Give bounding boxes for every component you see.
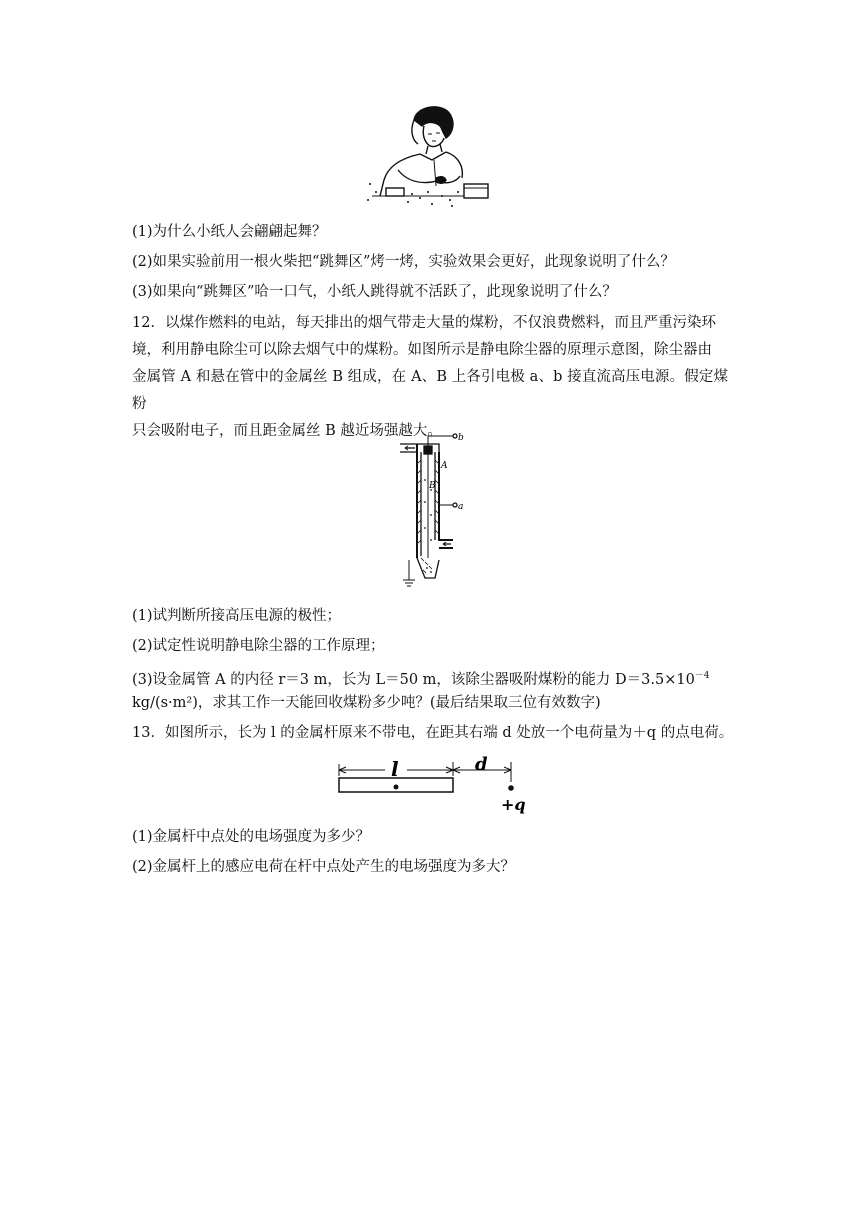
rod-midpoint [394,785,399,790]
q12-sub1: (1)试判断所接高压电源的极性； [132,608,342,624]
q12-line2: 境，利用静电除尘可以除去烟气中的煤粉。如图所示是静电除尘器的原理示意图，除尘器由 [132,342,712,358]
q12-sub3-exponent: －4 [694,671,710,681]
experiment-illustration [362,100,494,210]
label-a: a [458,502,464,512]
q11-sub3: (3)如果向“跳舞区”哈一口气，小纸人跳得就不活跃了，此现象说明了什么？ [132,284,617,300]
label-d: d [475,754,488,775]
q13-sub1: (1)金属杆中点处的电场强度为多少？ [132,829,371,845]
label-b: b [458,433,464,443]
point-charge [508,785,514,791]
q12-stem [132,310,728,445]
label-l: l [391,757,399,781]
q12-line4: 只会吸附电子，而且距金属丝 B 越近场强越大。 [132,423,442,439]
q12-line1: 12．以煤作燃料的电站，每天排出的烟气带走大量的煤粉，不仅浪费燃料，而且严重污染环 [132,315,716,331]
q13-sub2: (2)金属杆上的感应电荷在杆中点处产生的电场强度为多大？ [132,859,516,875]
q13-stem: 13．如图所示，长为 l 的金属杆原来不带电，在距其右端 d 处放一个电荷量为＋q 的点电荷。 [132,725,734,741]
q12-sub2: (2)试定性说明静电除尘器的工作原理； [132,638,385,654]
q12-line3: 金属管 A 和悬在管中的金属丝 B 组成，在 A、B 上各引电极 a、b 接直流高压电源。假定煤粉 [132,369,728,412]
q12-sub3-line2: kg/(s·m²)，求其工作一天能回收煤粉多少吨？(最后结果取三位有效数字) [132,695,601,711]
q11-sub2: (2)如果实验前用一根火柴把“跳舞区”烤一烤，实验效果会更好，此现象说明了什么？ [132,254,675,270]
q12-sub3-line1 [132,665,710,691]
label-B: B [429,481,436,491]
precipitator-diagram [395,430,475,595]
q11-sub1: (1)为什么小纸人会翩翩起舞？ [132,224,327,240]
rod-diagram [335,752,535,814]
q12-sub3-text: (3)设金属管 A 的内径 r＝3 m，长为 L＝50 m，该除尘器吸附煤粉的能力 D＝3.5×10 [132,671,695,688]
label-q: +q [501,795,526,814]
label-A: A [441,461,448,471]
